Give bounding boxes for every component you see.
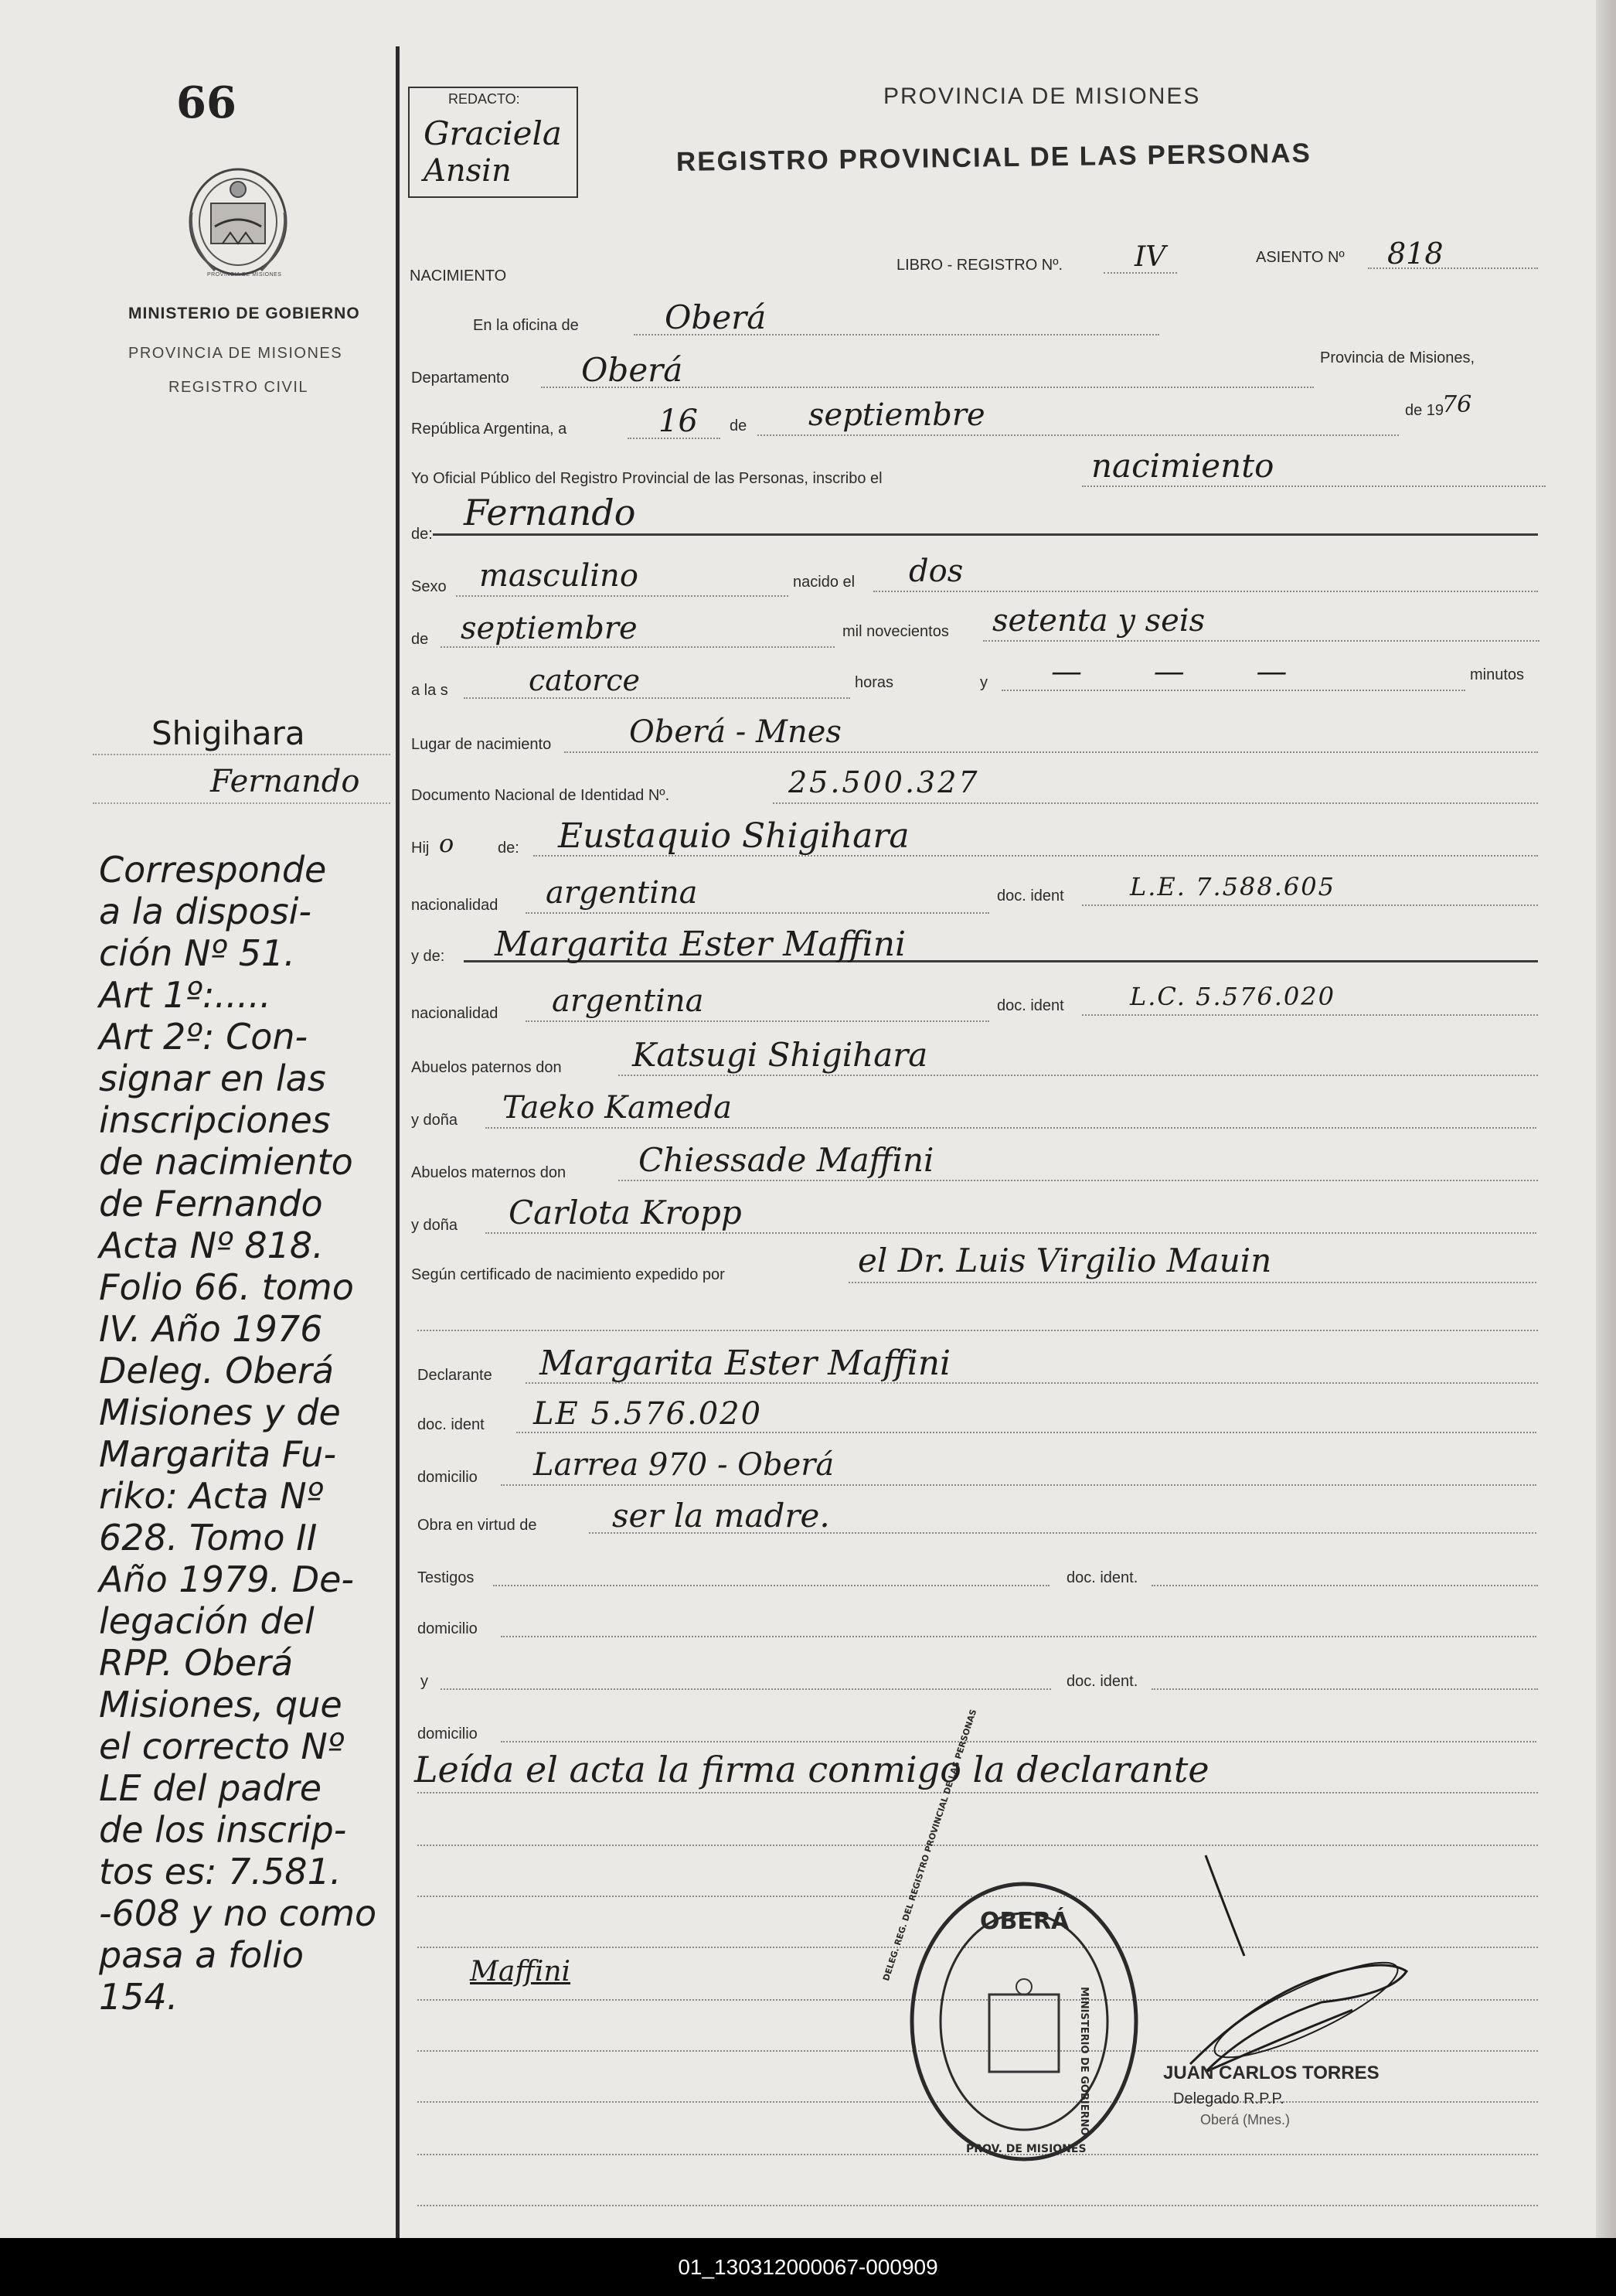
stamp-ring-text: DELEG. REG. DEL REGISTRO PROVINCIAL DE LAS PERSONAS bbox=[881, 1708, 979, 1983]
republica-label: República Argentina, a bbox=[411, 421, 567, 438]
margin-divider bbox=[396, 46, 400, 2238]
abuelo-m-value: Chiessade Maffini bbox=[638, 1141, 934, 1179]
docid2-label: doc. ident bbox=[997, 997, 1064, 1014]
stamp-inner-text: MINISTERIO DE GOBIERNO bbox=[1078, 1987, 1090, 2136]
official-signature-icon bbox=[1159, 1848, 1422, 2126]
official-title: Delegado R.P.P. bbox=[1173, 2090, 1284, 2107]
docid1-label: doc. ident bbox=[997, 887, 1064, 904]
horas-value: catorce bbox=[529, 663, 641, 697]
y-dona1-label: y doña bbox=[411, 1112, 458, 1129]
declarante-value: Margarita Ester Maffini bbox=[539, 1344, 951, 1383]
provincia-label: Provincia de Misiones, bbox=[1320, 349, 1475, 366]
t-doc2-label: doc. ident. bbox=[1067, 1673, 1138, 1690]
anio-nac-value: setenta y seis bbox=[992, 603, 1206, 639]
lugar-value: Oberá - Mnes bbox=[629, 714, 842, 750]
abuelo-p-value: Katsugi Shigihara bbox=[632, 1036, 928, 1074]
domicilio-label: domicilio bbox=[417, 1469, 478, 1486]
a-las-label: a la s bbox=[411, 682, 448, 699]
padre-value: Eustaquio Shigihara bbox=[558, 816, 910, 856]
ministry-office: REGISTRO CIVIL bbox=[168, 379, 309, 396]
dni-label: Documento Nacional de Identidad Nº. bbox=[411, 787, 670, 804]
nacido-label: nacido el bbox=[793, 574, 856, 591]
minutos-label: minutos bbox=[1470, 666, 1525, 683]
margin-name-1: Shigihara bbox=[151, 714, 305, 752]
declarante-label: Declarante bbox=[417, 1367, 492, 1384]
page-edge bbox=[1596, 0, 1616, 2238]
redacto-box bbox=[408, 87, 578, 198]
oficina-label: En la oficina de bbox=[473, 317, 579, 334]
horas-label: horas bbox=[855, 674, 894, 691]
nacido-value: dos bbox=[909, 554, 964, 589]
footer-code: 01_130312000067-000909 bbox=[678, 2255, 938, 2279]
section-title: NACIMIENTO bbox=[410, 267, 507, 284]
official-name: JUAN CARLOS TORRES bbox=[1163, 2063, 1380, 2083]
seal-caption: PROVINCIA DE MISIONES bbox=[207, 272, 282, 278]
nombre-value: Fernando bbox=[464, 492, 636, 533]
y-dona2-label: y doña bbox=[411, 1217, 458, 1234]
certificado-value: el Dr. Luis Virgilio Mauin bbox=[858, 1242, 1272, 1279]
libro-label: LIBRO - REGISTRO Nº. bbox=[896, 257, 1063, 274]
abuelos-m-label: Abuelos maternos don bbox=[411, 1164, 566, 1181]
abuela-p-value: Taeko Kameda bbox=[502, 1090, 732, 1126]
hijo-label: Hij bbox=[411, 840, 430, 857]
libro-value: IV bbox=[1135, 241, 1166, 273]
nac1-value: argentina bbox=[546, 875, 698, 911]
dni-value: 25.500.327 bbox=[788, 765, 980, 799]
ministry-province: PROVINCIA DE MISIONES bbox=[128, 345, 343, 362]
sexo-value: masculino bbox=[479, 558, 638, 594]
de-mes-label: de bbox=[411, 631, 429, 648]
decl-doc-label: doc. ident bbox=[417, 1416, 485, 1433]
asiento-value: 818 bbox=[1387, 237, 1444, 271]
certificado-label: Según certificado de nacimiento expedido por bbox=[411, 1266, 725, 1283]
redacto-label: REDACTO: bbox=[448, 91, 520, 107]
oficina-value: Oberá bbox=[665, 298, 767, 336]
official-place: Oberá (Mnes.) bbox=[1200, 2112, 1291, 2127]
obra-label: Obra en virtud de bbox=[417, 1517, 537, 1534]
header-registry: REGISTRO PROVINCIAL DE LAS PERSONAS bbox=[675, 138, 1312, 177]
anio-value: 76 bbox=[1442, 391, 1472, 418]
inscribe-value: nacimiento bbox=[1091, 447, 1274, 485]
departamento-label: Departamento bbox=[411, 370, 509, 387]
ministry-name: MINISTERIO DE GOBIERNO bbox=[128, 305, 360, 322]
nac2-value: argentina bbox=[552, 983, 704, 1019]
testigos-label: Testigos bbox=[417, 1569, 475, 1586]
decl-doc-value: LE 5.576.020 bbox=[533, 1396, 763, 1432]
asiento-label: ASIENTO Nº bbox=[1256, 249, 1345, 266]
domicilio-value: Larrea 970 - Oberá bbox=[533, 1447, 835, 1483]
departamento-value: Oberá bbox=[581, 351, 683, 389]
dia-value: 16 bbox=[658, 404, 698, 439]
mes-nac-value: septiembre bbox=[461, 611, 638, 646]
page-number: 66 bbox=[176, 77, 236, 128]
leida-value: Leída el acta la firma conmigo la declarante bbox=[414, 1749, 1209, 1790]
abuelos-p-label: Abuelos paternos don bbox=[411, 1059, 562, 1076]
margin-note: Corresponde a la disposi- ción Nº 51. Art 1º:..... Art 2º: Con- signar en las inscripciones de nacimiento de Fernando Acta Nº 818. Folio 66. tomo IV. Año 1976 Deleg. Oberá Misiones y de Margarita Fu- riko: Acta Nº 628. Tomo II Año 1979. De- legación del RPP. Oberá Misiones, que el correcto Nº LE del padre de los inscrip- tos es: 7.581. -608 y no como pasa a folio 154. bbox=[99, 849, 377, 2018]
t-y-label: y bbox=[420, 1673, 428, 1690]
de-label: de bbox=[730, 417, 747, 434]
redacto-name-1: Graciela bbox=[424, 114, 562, 152]
t-doc1-label: doc. ident. bbox=[1067, 1569, 1138, 1586]
hijo-suffix: o bbox=[439, 829, 454, 858]
y-de-label: y de: bbox=[411, 948, 445, 965]
docid2-value: L.C. 5.576.020 bbox=[1130, 982, 1335, 1011]
mil-label: mil novecientos bbox=[842, 623, 949, 640]
de-nombre-label: de: bbox=[411, 526, 433, 543]
t-dom2-label: domicilio bbox=[417, 1725, 478, 1742]
redacto-name-2: Ansin bbox=[424, 153, 512, 189]
t-dom1-label: domicilio bbox=[417, 1620, 478, 1637]
minutos-value: — — — bbox=[1051, 654, 1318, 690]
nac1-label: nacionalidad bbox=[411, 897, 498, 914]
mes-value: septiembre bbox=[808, 397, 985, 433]
oficial-label: Yo Oficial Público del Registro Provincial de las Personas, inscribo el bbox=[411, 470, 883, 487]
abuela-m-value: Carlota Kropp bbox=[509, 1194, 742, 1231]
margin-name-2: Fernando bbox=[210, 764, 360, 799]
de-anio-label: de 19 bbox=[1405, 402, 1444, 419]
hijo-de-label: de: bbox=[498, 840, 519, 857]
madre-value: Margarita Ester Maffini bbox=[495, 925, 907, 964]
lugar-label: Lugar de nacimiento bbox=[411, 736, 552, 753]
coat-of-arms-icon bbox=[184, 166, 292, 282]
docid1-value: L.E. 7.588.605 bbox=[1130, 872, 1335, 901]
stamp-center-text: OBERÁ bbox=[980, 1908, 1070, 1935]
obra-value: ser la madre. bbox=[612, 1497, 830, 1535]
y-label: y bbox=[980, 674, 988, 691]
nac2-label: nacionalidad bbox=[411, 1005, 498, 1022]
header-province: PROVINCIA DE MISIONES bbox=[883, 83, 1201, 109]
stamp-bottom-text: PROV. DE MISIONES bbox=[966, 2143, 1087, 2155]
declarante-signature: Maffini bbox=[470, 1956, 571, 1988]
sexo-label: Sexo bbox=[411, 578, 447, 595]
